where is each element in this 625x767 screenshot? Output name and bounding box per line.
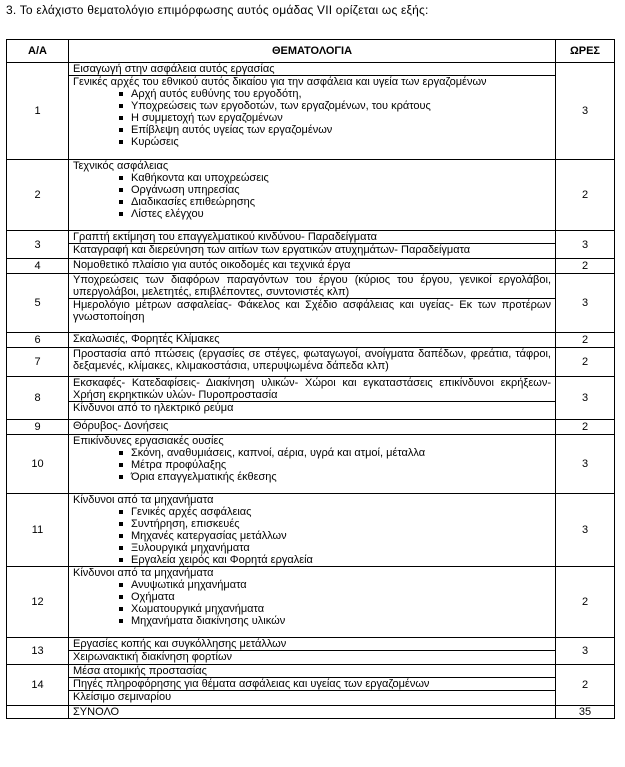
header-hours: ΩΡΕΣ: [556, 40, 615, 63]
topic-segment: [69, 677, 555, 690]
row-number: 14: [7, 665, 69, 706]
row-topics: [69, 638, 556, 665]
topic-segment: [69, 333, 555, 345]
row-topics: [69, 494, 556, 567]
topic-title: Νομοθετικό πλαίσιο για αυτός οικοδομές και τεχνικά έργα: [73, 259, 351, 271]
row-topics: [69, 420, 556, 435]
table-row: [7, 638, 615, 665]
row-hours: 2: [556, 259, 615, 274]
total-label: ΣΥΝΟΛΟ: [69, 706, 556, 719]
topic-bullet-list: [73, 447, 551, 483]
topic-bullet-item: Διαδικασίες επιθεώρησης: [73, 196, 551, 208]
table-row: [7, 420, 615, 435]
topic-segment: [69, 348, 555, 372]
topic-segment: [69, 75, 555, 148]
table-row: [7, 665, 615, 706]
row-hours: 2: [556, 665, 615, 706]
table-row: [7, 567, 615, 638]
row-topics: [69, 348, 556, 377]
table-row: [7, 494, 615, 567]
topic-bullet-item: Επίβλεψη αυτός υγείας των εργαζομένων: [73, 124, 551, 136]
row-topics: [69, 231, 556, 259]
topic-title: Γραπτή εκτίμηση του επαγγελματικού κινδύνου- Παραδείγματα: [73, 231, 377, 243]
topic-title: Εκσκαφές- Κατεδαφίσεις- Διακίνηση υλικών- Χώροι και εγκαταστάσεις επικίνδυνοι εκρήξεων- Χρήση εκρηκτικών υλών- Πυροπροστασία: [73, 377, 551, 401]
topic-segment: [69, 377, 555, 401]
topic-bullet-item: Οργάνωση υπηρεσίας: [73, 184, 551, 196]
header-topics: ΘΕΜΑΤΟΛΟΓΙΑ: [69, 40, 556, 63]
topic-bullet-item: Η συμμετοχή των εργαζομένων: [73, 112, 551, 124]
topic-title: Προστασία από πτώσεις (εργασίες σε στέγες, φωταγωγοί, ανοίγματα δαπέδων, φρεάτια, τάφροι, δεξαμενές, κλίμακες, κλιμακοστάσια, υπερυψωμένα δάπεδα κλπ): [73, 348, 551, 372]
table-row: [7, 435, 615, 494]
row-number: 6: [7, 333, 69, 348]
topic-segment: [69, 298, 555, 323]
topic-title: Πηγές πληροφόρησης για θέματα ασφάλειας και υγείας των εργαζομένων: [73, 678, 430, 690]
topic-segment: [69, 420, 555, 432]
table-row: [7, 231, 615, 259]
table-row: [7, 160, 615, 231]
row-hours: 3: [556, 377, 615, 420]
row-hours: 2: [556, 348, 615, 377]
row-number: 3: [7, 231, 69, 259]
curriculum-table: [6, 39, 615, 719]
row-hours: 2: [556, 333, 615, 348]
topic-bullet-list: [73, 506, 551, 566]
topic-segment: [69, 567, 555, 627]
topic-title: Μέσα ατομικής προστασίας: [73, 665, 207, 677]
topic-segment: [69, 650, 555, 663]
row-number: 4: [7, 259, 69, 274]
topic-bullet-item: Αρχή αυτός ευθύνης του εργοδότη,: [73, 88, 551, 100]
topic-bullet-item: Συντήρηση, επισκευές: [73, 518, 551, 530]
table-row: [7, 259, 615, 274]
table-row: [7, 348, 615, 377]
topic-title: Κίνδυνοι από τα μηχανήματα: [73, 494, 214, 506]
row-hours: 3: [556, 435, 615, 494]
row-topics: [69, 377, 556, 420]
topic-title: Χειρωνακτική διακίνηση φορτίων: [73, 651, 233, 663]
topic-segment: [69, 435, 555, 483]
topic-bullet-list: [73, 88, 551, 148]
row-number: 7: [7, 348, 69, 377]
row-topics: [69, 333, 556, 348]
topic-segment: [69, 243, 555, 256]
row-topics: [69, 274, 556, 333]
row-number: 2: [7, 160, 69, 231]
intro-text: 3. Το ελάχιστο θεματολόγιο επιμόρφωσης αυτός ομάδας VII ορίζεται ως εξής:: [6, 3, 429, 17]
topic-title: Εργασίες κοπής και συγκόλλησης μετάλλων: [73, 638, 287, 650]
row-number: 5: [7, 274, 69, 333]
total-empty-cell: [7, 706, 69, 719]
topic-segment: [69, 259, 555, 271]
topic-bullet-item: Γενικές αρχές ασφάλειας: [73, 506, 551, 518]
table-row: [7, 377, 615, 420]
topic-segment: [69, 160, 555, 220]
row-number: 12: [7, 567, 69, 638]
topic-bullet-item: Υποχρεώσεις των εργοδοτών, των εργαζομένων, του κράτους: [73, 100, 551, 112]
topic-bullet-item: Λίστες ελέγχου: [73, 208, 551, 220]
table-row: [7, 333, 615, 348]
topic-title: Κίνδυνοι από το ηλεκτρικό ρεύμα: [73, 402, 234, 414]
topic-segment: [69, 401, 555, 414]
topic-segment: [69, 494, 555, 566]
topic-bullet-item: Εργαλεία χειρός και Φορητά εργαλεία: [73, 554, 551, 566]
row-hours: 3: [556, 638, 615, 665]
topic-bullet-item: Μηχανές κατεργασίας μετάλλων: [73, 530, 551, 542]
row-number: 13: [7, 638, 69, 665]
topic-title: Ημερολόγιο μέτρων ασφαλείας- Φάκελος και Σχέδιο ασφάλειας και υγείας- Εκ των προτέρων γνωστοποίηση: [73, 299, 551, 323]
topic-title: Γενικές αρχές του εθνικού αυτός δικαίου για την ασφάλεια και υγεία των εργαζομένων: [73, 76, 487, 88]
topic-bullet-item: Καθήκοντα και υποχρεώσεις: [73, 172, 551, 184]
topic-title: Κλείσιμο σεμιναρίου: [73, 691, 172, 703]
topic-title: Επικίνδυνες εργασιακές ουσίες: [73, 435, 224, 447]
row-topics: [69, 567, 556, 638]
row-topics: [69, 259, 556, 274]
topic-segment: [69, 231, 555, 243]
row-hours: 2: [556, 567, 615, 638]
table-body: [7, 63, 615, 719]
header-aa: Α/Α: [7, 40, 69, 63]
row-number: 1: [7, 63, 69, 160]
row-topics: [69, 63, 556, 160]
topic-bullet-item: Όρια επαγγελματικής έκθεσης: [73, 471, 551, 483]
table-row: [7, 63, 615, 160]
topic-bullet-list: [73, 579, 551, 627]
row-hours: 2: [556, 160, 615, 231]
topic-bullet-item: Οχήματα: [73, 591, 551, 603]
row-number: 8: [7, 377, 69, 420]
topic-segment: [69, 274, 555, 298]
topic-title: Καταγραφή και διερεύνηση των αιτίων των εργατικών ατυχημάτων- Παραδείγματα: [73, 244, 471, 256]
topic-segment: [69, 63, 555, 75]
row-hours: 3: [556, 494, 615, 567]
row-hours: 2: [556, 420, 615, 435]
table-row: [7, 274, 615, 333]
total-row: [7, 706, 615, 719]
row-number: 11: [7, 494, 69, 567]
topic-title: Θόρυβος- Δονήσεις: [73, 420, 169, 432]
topic-segment: [69, 665, 555, 677]
topic-title: Σκαλωσιές, Φορητές Κλίμακες: [73, 333, 220, 345]
row-number: 9: [7, 420, 69, 435]
row-hours: 3: [556, 63, 615, 160]
row-topics: [69, 665, 556, 706]
topic-bullet-item: Μέτρα προφύλαξης: [73, 459, 551, 471]
topic-bullet-item: Σκόνη, αναθυμιάσεις, καπνοί, αέρια, υγρά και ατμοί, μέταλλα: [73, 447, 551, 459]
topic-bullet-item: Ξυλουργικά μηχανήματα: [73, 542, 551, 554]
topic-bullet-list: [73, 172, 551, 220]
table-header-row: [7, 40, 615, 63]
row-hours: 3: [556, 231, 615, 259]
topic-title: Κίνδυνοι από τα μηχανήματα: [73, 567, 214, 579]
topic-title: Τεχνικός ασφάλειας: [73, 160, 169, 172]
topic-bullet-item: Μηχανήματα διακίνησης υλικών: [73, 615, 551, 627]
topic-segment: [69, 690, 555, 703]
row-hours: 3: [556, 274, 615, 333]
topic-bullet-item: Ανυψωτικά μηχανήματα: [73, 579, 551, 591]
topic-title: Εισαγωγή στην ασφάλεια αυτός εργασίας: [73, 63, 275, 75]
total-hours: 35: [556, 706, 615, 719]
topic-title: Υποχρεώσεις των διαφόρων παραγόντων του έργου (κύριος του έργου, γενικοί εργολάβοι, υπεργολάβοι, μελετητές, επιβλέποντες, συντονιστές κλπ): [73, 274, 551, 298]
row-number: 10: [7, 435, 69, 494]
topic-bullet-item: Χωματουργικά μηχανήματα: [73, 603, 551, 615]
row-topics: [69, 160, 556, 231]
topic-segment: [69, 638, 555, 650]
row-topics: [69, 435, 556, 494]
topic-bullet-item: Κυρώσεις: [73, 136, 551, 148]
